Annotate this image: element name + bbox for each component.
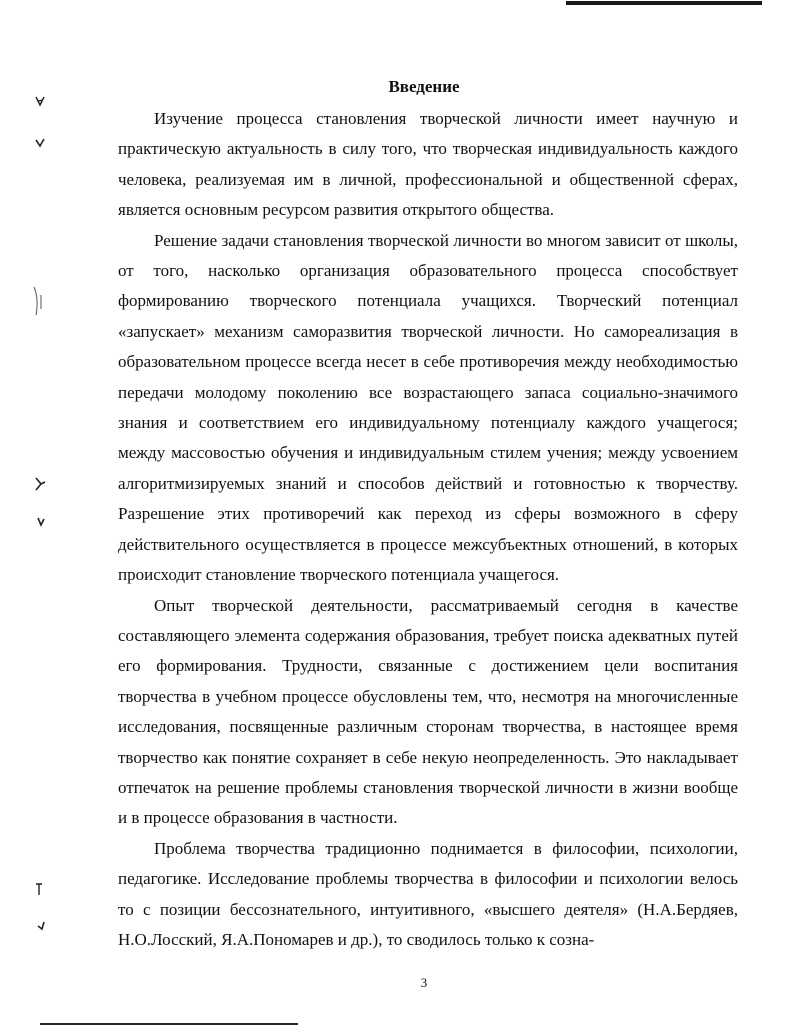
binding-hole-mark xyxy=(36,516,46,528)
body-text xyxy=(118,104,738,955)
binding-hole-mark xyxy=(31,285,45,321)
scan-bottom-edge-line xyxy=(40,1023,298,1025)
binding-hole-mark xyxy=(36,920,46,932)
binding-hole-mark xyxy=(34,137,46,149)
page-number: 3 xyxy=(420,975,428,990)
paragraph: Изучение процесса становления творческой личности имеет научную и практическую актуальность в силу того, что творческая индивидуальность каждого человека, реализуемая им в личной, профессиональной и общественной сферах, является основным ресурсом развития открытого общества. xyxy=(118,109,738,220)
paragraph: Опыт творческой деятельности, рассматриваемый сегодня в качестве составляющего элемента содержания образования, требует поиска адекватных путей его формирования. Трудности, связанные с достижением цели воспитания творчества в учебном процессе обусловлены тем, что, несмотря на многочисленные исследования, посвященные различным сторонам творчества, в настоящее время творчество как понятие сохраняет в себе некую неопределенность. Это накладывает отпечаток на решение проблемы становления творческой личности в жизни вообще и в процессе образования в частности. xyxy=(118,595,738,828)
section-title: Введение xyxy=(388,77,460,96)
scan-top-edge-line xyxy=(566,1,762,5)
paragraph: Проблема творчества традиционно поднимается в философии, психологии, педагогике. Исследование проблемы творчества в философии и психологии велось то с позиции бессознательного, интуитивного, «высшего деятеля» (Н.А.Бердяев, Н.О.Лосский, Я.А.Пономарев и др.), то сводилось только к созна- xyxy=(118,838,738,949)
binding-hole-mark xyxy=(33,476,47,492)
paragraph: Решение задачи становления творческой личности во многом зависит от школы, от того, насколько организация образовательного процесса способствует формированию творческого потенциала учащихся. Творческий потенциал «запускает» механизм саморазвития творческой личности. Но самореализация в образовательном процессе всегда несет в себе противоречия между необходимостью передачи молодому поколению все возрастающего запаса социально-значимого знания и соответствием его индивидуальному потенциалу каждого учащегося; между массовостью обучения и индивидуальным стилем учения; между усвоением алгоритмизируемых знаний и способов действий и готовностью к творчеству. Разрешение этих противоречий как переход из сферы возможного в сферу действительного осуществляется в процессе межсубъектных отношений, в которых происходит становление творческого потенциала учащегося. xyxy=(118,230,738,585)
binding-hole-mark xyxy=(34,882,44,898)
